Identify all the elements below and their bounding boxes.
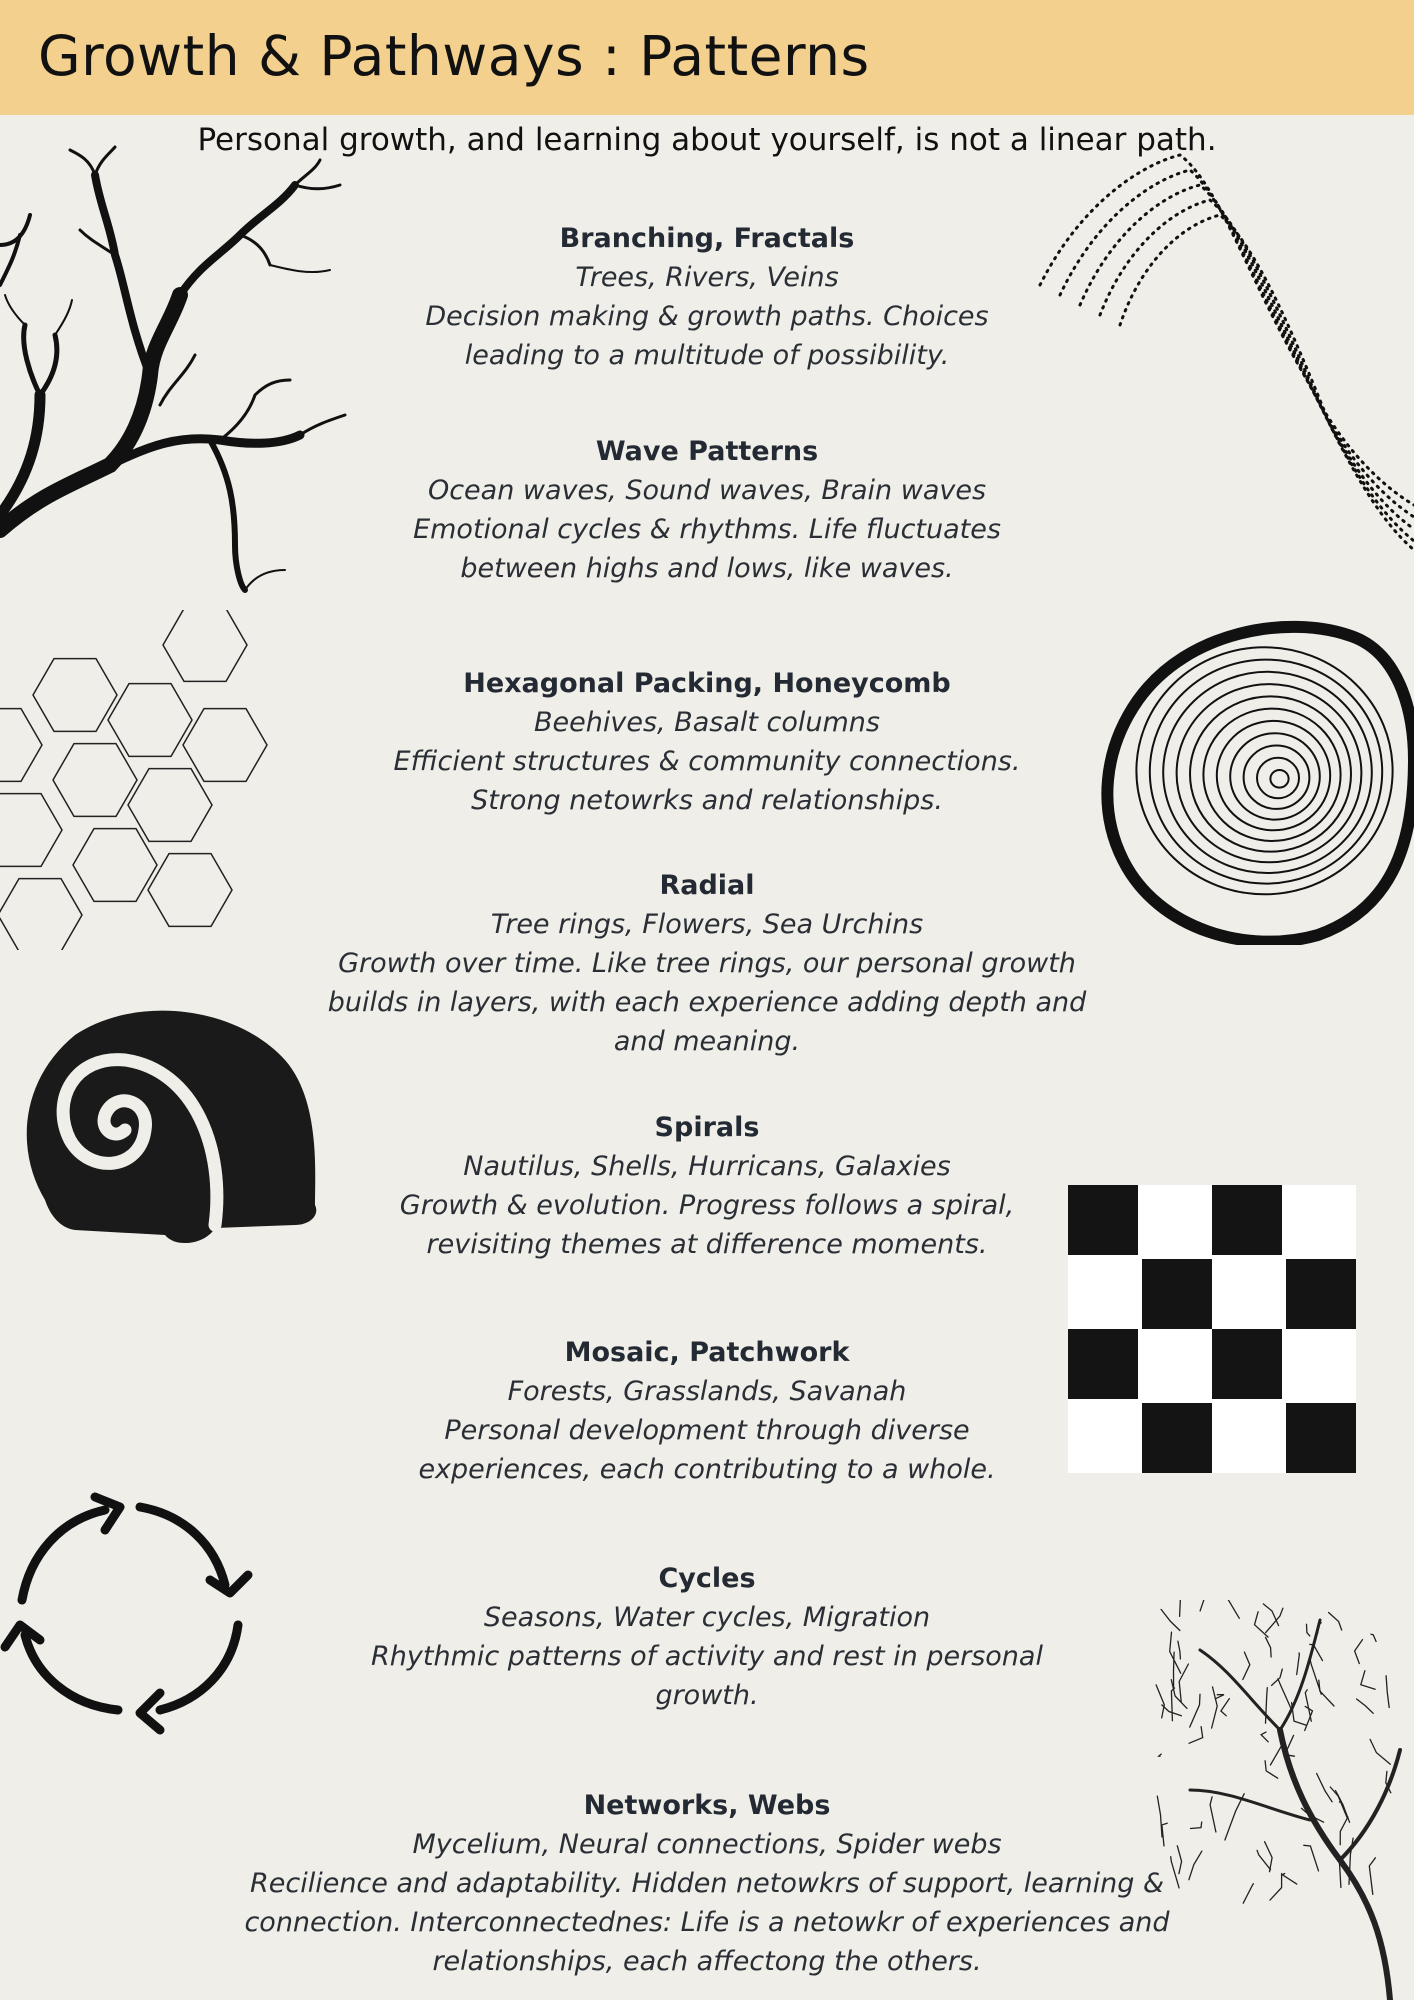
tree-twig xyxy=(1159,1754,1161,1756)
section-heading: Radial xyxy=(659,870,755,901)
section-cycles xyxy=(200,1559,1214,1715)
tree-twig xyxy=(1178,1641,1181,1659)
tree-ring xyxy=(1257,758,1299,798)
section-line: revisiting themes at difference moments. xyxy=(426,1229,988,1260)
section-hexagonal xyxy=(200,664,1214,820)
checker-square xyxy=(1286,1403,1356,1473)
hexagon-cell xyxy=(108,684,192,757)
tree-twig xyxy=(1340,1817,1348,1845)
tree-twig xyxy=(1270,1730,1282,1765)
tree-twig xyxy=(1255,1612,1269,1637)
tree-twig xyxy=(1161,1609,1180,1630)
tree-twig xyxy=(1212,1687,1218,1728)
hexagon-cell xyxy=(73,829,157,902)
checker-square xyxy=(1142,1259,1212,1329)
tree-twig xyxy=(1357,1699,1374,1713)
section-examples: Ocean waves, Sound waves, Brain waves xyxy=(427,475,987,506)
section-heading: Hexagonal Packing, Honeycomb xyxy=(463,668,951,699)
tree-twig xyxy=(1221,1699,1229,1716)
tree-network-icon xyxy=(1140,1600,1414,2000)
tree-twig xyxy=(1307,1624,1310,1636)
hexagon-cell xyxy=(163,610,247,681)
section-heading: Mosaic, Patchwork xyxy=(564,1337,850,1368)
section-line: Efficient structures & community connections. xyxy=(393,746,1021,777)
tree-twig xyxy=(1257,1850,1270,1869)
cycle-arrows-icon xyxy=(0,1485,260,1745)
section-line: connection. Interconnectednes: Life is a netowkr of experiences and xyxy=(244,1907,1170,1938)
hexagon-cell xyxy=(148,854,232,927)
section-mosaic xyxy=(200,1333,1214,1489)
tree-twig xyxy=(1266,1608,1283,1632)
tree-twig xyxy=(1171,1857,1179,1888)
section-line: Emotional cycles & rhythms. Life fluctuates xyxy=(413,514,1001,545)
title-banner xyxy=(0,0,1414,115)
tree-twig xyxy=(1278,1679,1291,1709)
tree-twig xyxy=(1361,1671,1375,1690)
tree-twig xyxy=(1386,1676,1389,1708)
section-networks xyxy=(200,1786,1214,1981)
tree-twig xyxy=(1225,1794,1244,1840)
tree-twig xyxy=(1270,1874,1282,1901)
section-line: relationships, each affectong the others. xyxy=(432,1946,982,1977)
tree-twig xyxy=(1243,1884,1253,1904)
tree-twig xyxy=(1189,1727,1203,1744)
branching-tree-icon xyxy=(0,145,360,595)
tree-twig xyxy=(1189,1851,1202,1880)
tree-twig xyxy=(1177,1846,1181,1874)
section-heading: Branching, Fractals xyxy=(559,223,855,254)
section-radial xyxy=(200,866,1214,1061)
checker-square xyxy=(1068,1329,1138,1399)
tree-twig xyxy=(1297,1653,1300,1675)
section-line: and meaning. xyxy=(613,1026,801,1057)
tree-twig xyxy=(1282,1874,1296,1885)
section-line: Rhythmic patterns of activity and rest in personal xyxy=(371,1641,1043,1672)
section-examples: Beehives, Basalt columns xyxy=(534,707,880,738)
checkerboard-icon xyxy=(1068,1185,1356,1473)
tree-ring xyxy=(1217,721,1330,830)
tree-twig xyxy=(1225,1600,1239,1618)
tree-ring xyxy=(1150,660,1382,884)
tree-twig xyxy=(1369,1858,1375,1895)
section-line: Recilience and adaptability. Hidden netowkrs of support, learning & xyxy=(249,1868,1165,1899)
page-subtitle: Personal growth, and learning about yourself, is not a linear path. xyxy=(197,122,1217,158)
section-line: Decision making & growth paths. Choices xyxy=(425,301,989,332)
tree-twig xyxy=(1329,1613,1342,1631)
section-examples: Nautilus, Shells, Hurricans, Galaxies xyxy=(463,1151,951,1182)
section-line: Personal development through diverse xyxy=(444,1415,970,1446)
tree-twig xyxy=(1215,1695,1224,1699)
section-line: leading to a multitude of possibility. xyxy=(464,340,950,371)
hexagon-cell xyxy=(128,769,212,842)
tree-twig xyxy=(1180,1600,1188,1616)
hexagon-cell xyxy=(183,709,267,782)
section-examples: Mycelium, Neural connections, Spider webs xyxy=(412,1829,1002,1860)
hexagon-cell xyxy=(0,794,62,867)
honeycomb-icon xyxy=(0,610,280,950)
checker-square xyxy=(1212,1329,1282,1399)
hexagon-cell xyxy=(53,744,137,817)
section-line: Strong netowrks and relationships. xyxy=(471,785,943,816)
tree-twig xyxy=(1190,1694,1200,1727)
tree-twig xyxy=(1319,1680,1334,1706)
spiral-shell-icon xyxy=(15,1000,320,1250)
tree-twig xyxy=(1355,1640,1363,1664)
tree-twig xyxy=(1317,1773,1333,1801)
tree-twig xyxy=(1179,1664,1188,1702)
section-line: builds in layers, with each experience adding depth and xyxy=(327,987,1087,1018)
section-examples: Forests, Grasslands, Savanah xyxy=(507,1376,907,1407)
checker-square xyxy=(1068,1185,1138,1255)
tree-ring xyxy=(1190,696,1351,851)
tree-twig xyxy=(1371,1634,1376,1641)
section-heading: Networks, Webs xyxy=(583,1790,831,1821)
section-line: Growth & evolution. Progress follows a spiral, xyxy=(399,1190,1015,1221)
checker-square xyxy=(1286,1259,1356,1329)
tree-twig xyxy=(1261,1732,1268,1742)
tree-rings-icon xyxy=(1098,610,1414,945)
tree-twig xyxy=(1330,1787,1347,1818)
section-examples: Trees, Rivers, Veins xyxy=(575,262,839,293)
tree-twig xyxy=(1157,1796,1162,1837)
section-heading: Spirals xyxy=(654,1112,760,1143)
tree-twig xyxy=(1210,1797,1216,1832)
hexagon-cell xyxy=(0,709,42,782)
tree-ring xyxy=(1270,770,1288,788)
hexagon-cell xyxy=(0,879,82,950)
tree-twig xyxy=(1370,1739,1390,1764)
tree-twig xyxy=(1304,1845,1319,1871)
tree-twig xyxy=(1191,1822,1202,1829)
section-line: growth. xyxy=(655,1680,759,1711)
checker-square xyxy=(1142,1403,1212,1473)
tree-twig xyxy=(1162,1823,1167,1846)
page-title: Growth & Pathways : Patterns xyxy=(38,24,870,88)
tree-twig xyxy=(1200,1600,1217,1611)
tree-twig xyxy=(1263,1604,1278,1626)
tree-twig xyxy=(1266,1637,1272,1657)
dotted-wave-icon xyxy=(1020,145,1414,555)
section-examples: Tree rings, Flowers, Sea Urchins xyxy=(490,909,924,940)
tree-twig xyxy=(1272,1669,1283,1685)
tree-twig xyxy=(1174,1652,1175,1687)
tree-twig xyxy=(1156,1685,1164,1718)
section-examples: Seasons, Water cycles, Migration xyxy=(483,1602,931,1633)
tree-twig xyxy=(1305,1690,1311,1721)
section-line: Growth over time. Like tree rings, our personal growth xyxy=(338,948,1076,979)
tree-twig xyxy=(1170,1632,1181,1673)
section-heading: Wave Patterns xyxy=(595,436,819,467)
section-heading: Cycles xyxy=(658,1563,756,1594)
tree-twig xyxy=(1243,1652,1250,1679)
section-line: experiences, each contributing to a whole. xyxy=(418,1454,996,1485)
section-spirals xyxy=(200,1108,1214,1264)
checker-square xyxy=(1212,1185,1282,1255)
section-line: between highs and lows, like waves. xyxy=(460,553,954,584)
hexagon-cell xyxy=(33,659,117,732)
